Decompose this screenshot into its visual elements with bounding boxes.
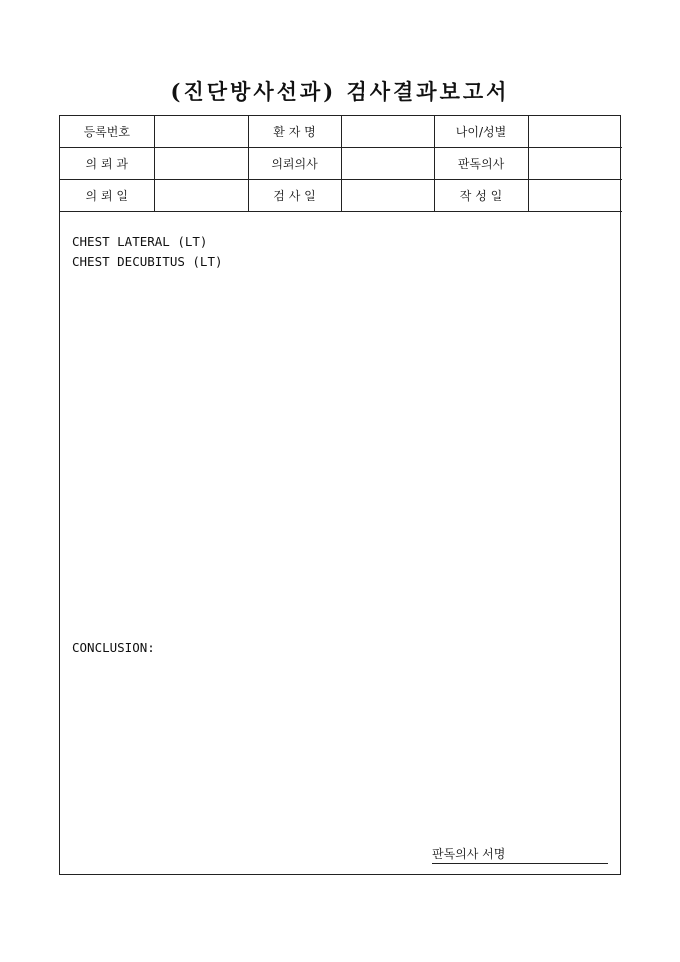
age-sex-label: 나이/성별 — [434, 116, 528, 148]
requesting-dept-value — [154, 148, 248, 180]
finding-line: CHEST DECUBITUS (LT) — [72, 254, 223, 269]
requesting-physician-value — [341, 148, 434, 180]
patient-name-label: 환 자 명 — [248, 116, 341, 148]
finding-line: CHEST LATERAL (LT) — [72, 234, 208, 249]
info-row — [60, 148, 622, 180]
reading-physician-label: 판독의사 — [434, 148, 528, 180]
patient-name-value — [341, 116, 434, 148]
info-row — [60, 180, 622, 212]
exam-date-label: 검 사 일 — [248, 180, 341, 212]
requesting-physician-label: 의뢰의사 — [248, 148, 341, 180]
request-date-value — [154, 180, 248, 212]
registration-number-value — [154, 116, 248, 148]
signature-line — [432, 845, 608, 864]
patient-info-table — [60, 116, 622, 212]
written-date-value — [528, 180, 622, 212]
request-date-label: 의 뢰 일 — [60, 180, 154, 212]
reading-physician-value — [528, 148, 622, 180]
findings-text — [72, 232, 223, 272]
signature-label: 판독의사 서명 — [432, 847, 506, 861]
written-date-label: 작 성 일 — [434, 180, 528, 212]
report-title: (진단방사선과) 검사결과보고서 — [170, 79, 510, 104]
report-form — [59, 115, 621, 875]
conclusion-label: CONCLUSION: — [72, 640, 155, 655]
registration-number-label: 등록번호 — [60, 116, 154, 148]
requesting-dept-label: 의 뢰 과 — [60, 148, 154, 180]
exam-date-value — [341, 180, 434, 212]
age-sex-value — [528, 116, 622, 148]
info-row — [60, 116, 622, 148]
